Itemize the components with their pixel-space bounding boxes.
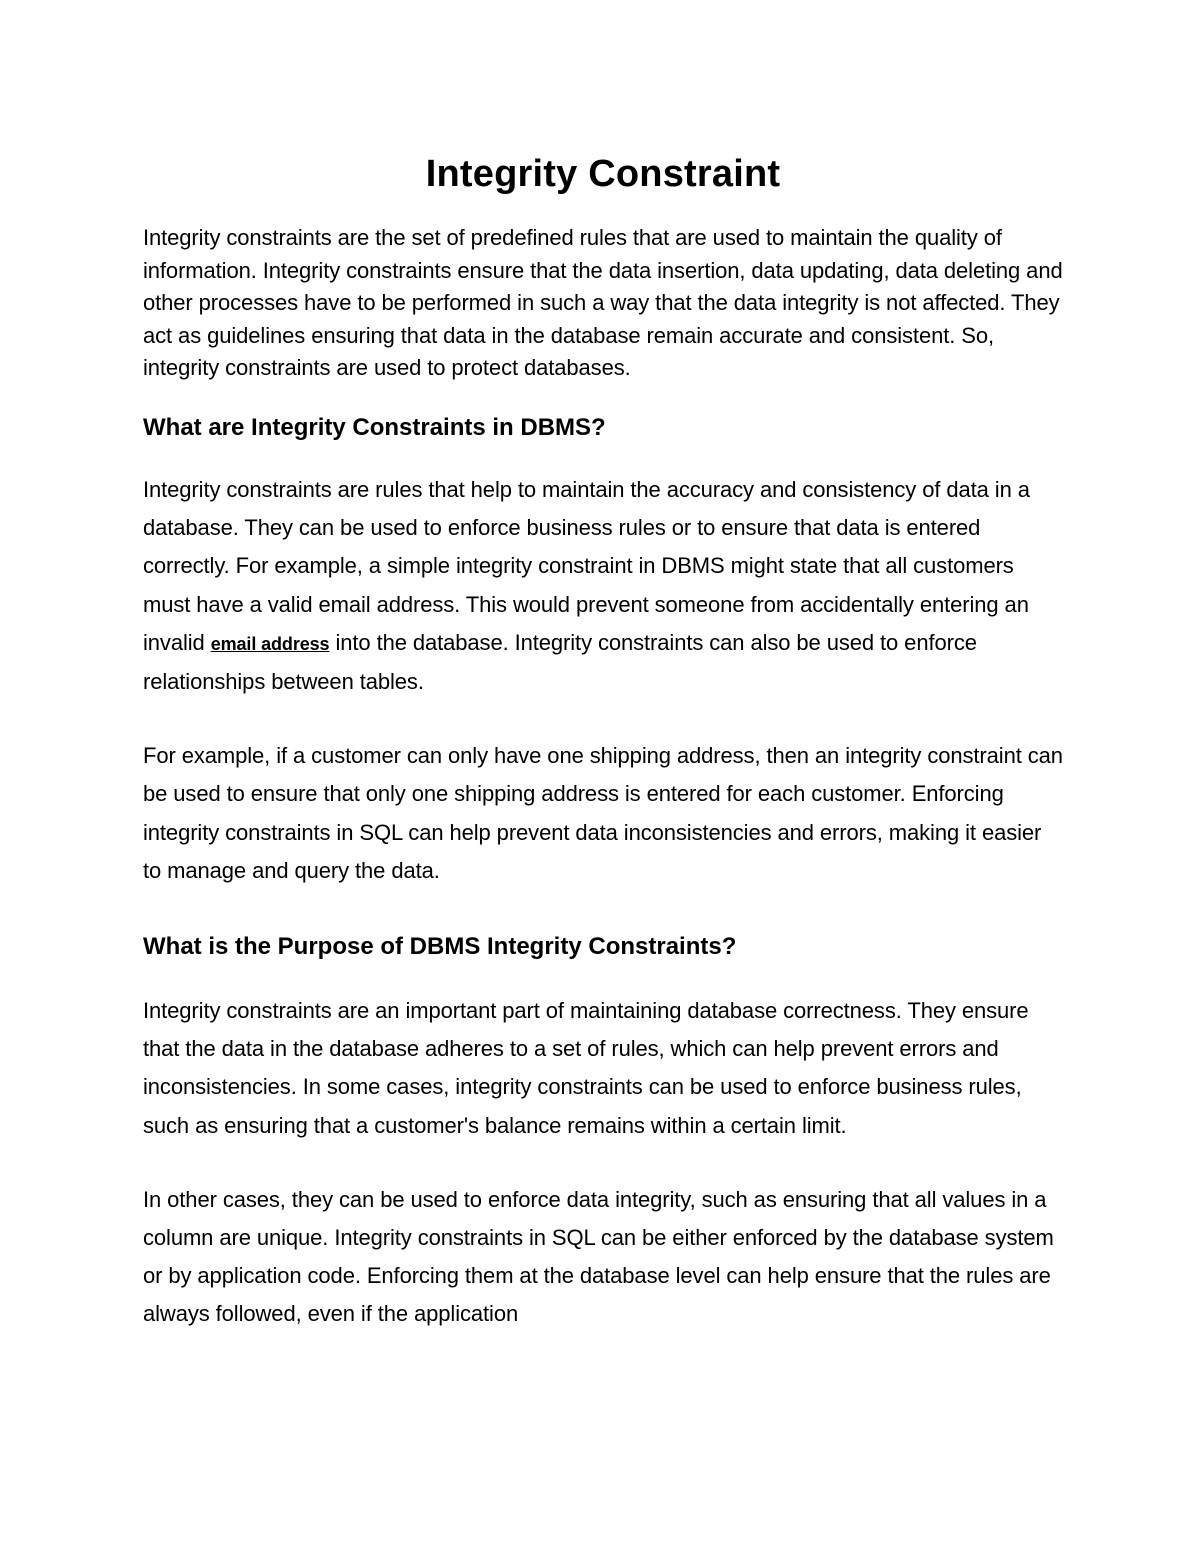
document-title: Integrity Constraint xyxy=(425,153,781,195)
section2-paragraph2: In other cases, they can be used to enforce data integrity, such as ensuring that all values in a column are unique. Integrity constraints in SQL can be either enforced by the database system or by application code. Enforcing them at the database level can help ensure that the rules are always followed, even if the application xyxy=(143,1186,1054,1327)
section1-paragraph1-text-after-link: into the database. Integrity constraints can also be used to enforce relationships between tables. xyxy=(143,629,977,694)
section-heading-what-are-constraints: What are Integrity Constraints in DBMS? xyxy=(143,413,606,441)
section-heading-purpose: What is the Purpose of DBMS Integrity Constraints? xyxy=(143,933,737,960)
section1-paragraph2: For example, if a customer can only have one shipping address, then an integrity constraint can be used to ensure that only one shipping address is entered for each customer. Enforcing integrity constraints in SQL can help prevent data inconsistencies and errors, making it easier to manage and query the data. xyxy=(143,743,1063,883)
intro-paragraph: Integrity constraints are the set of predefined rules that are used to maintain the quality of information. Integrity constraints ensure that the data insertion, data updating, data deleting and other processes have to be performed in such a way that the data integrity is not affected. They act as guidelines ensuring that data in the database remain accurate and consistent. So, integrity constraints are used to protect databases. xyxy=(143,225,1063,381)
section1-paragraph1-text-before-link: Integrity constraints are rules that help to maintain the accuracy and consistency of data in a database. They can be used to enforce business rules or to ensure that data is entered correctly. For example, a simple integrity constraint in DBMS might state that all customers must have a valid email address. This would prevent someone from accidentally entering an invalid xyxy=(143,476,1030,655)
section1-paragraph1 xyxy=(143,471,1063,701)
email-address-link[interactable]: email address xyxy=(210,633,330,654)
section2-paragraph1: Integrity constraints are an important part of maintaining database correctness. They ensure that the data in the database adheres to a set of rules, which can help prevent errors and inconsistencies. In some cases, integrity constraints can be used to enforce business rules, such as ensuring that a customer's balance remains within a certain limit. xyxy=(143,998,1029,1138)
document-content xyxy=(143,148,1063,1334)
